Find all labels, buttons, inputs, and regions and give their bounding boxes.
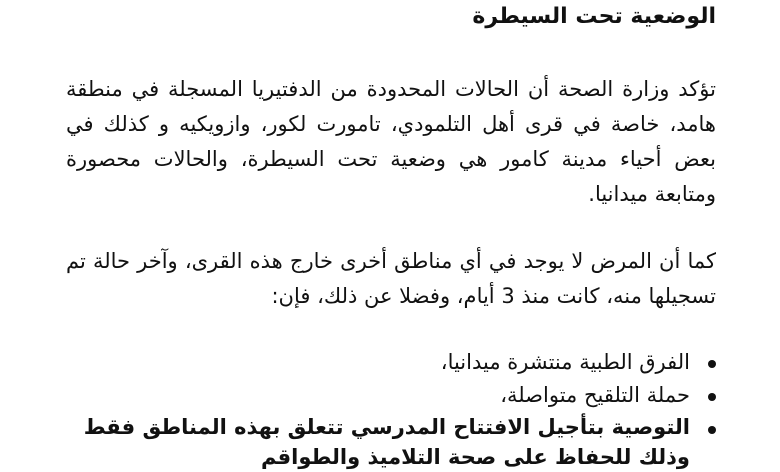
list-item-text: الفرق الطبية منتشرة ميدانيا، xyxy=(440,350,690,374)
bullet-icon xyxy=(708,360,716,368)
list-item-text: التوصية بتأجيل الافتتاح المدرسي تتعلق بهذه المناطق فقط وذلك للحفاظ على صحة التلاميذ والطواقم xyxy=(83,415,690,469)
measures-list xyxy=(66,346,716,472)
list-item-text: حملة التلقيح متواصلة، xyxy=(500,383,690,407)
list-item xyxy=(66,412,716,472)
paragraph-no-other-areas: كما أن المرض لا يوجد في أي مناطق أخرى خارج هذه القرى، وآخر حالة تم تسجيلها منه، كانت منذ 3 أيام، وفضلا عن ذلك، فإن: xyxy=(66,249,716,308)
document-title: الوضعية تحت السيطرة xyxy=(472,4,716,29)
bullet-icon xyxy=(708,426,716,434)
paragraph-situation: تؤكد وزارة الصحة أن الحالات المحدودة من الدفتيريا المسجلة في منطقة هامد، خاصة في قرى أهل التلمودي، تامورت لكور، وازويكيه و كذلك في بعض أحياء مدينة كامور هي وضعية تحت السيطرة، والحالات محصورة ومتابعة ميدانيا. xyxy=(66,77,716,206)
bullet-icon xyxy=(708,393,716,401)
list-item xyxy=(66,346,716,379)
list-item xyxy=(66,379,716,412)
